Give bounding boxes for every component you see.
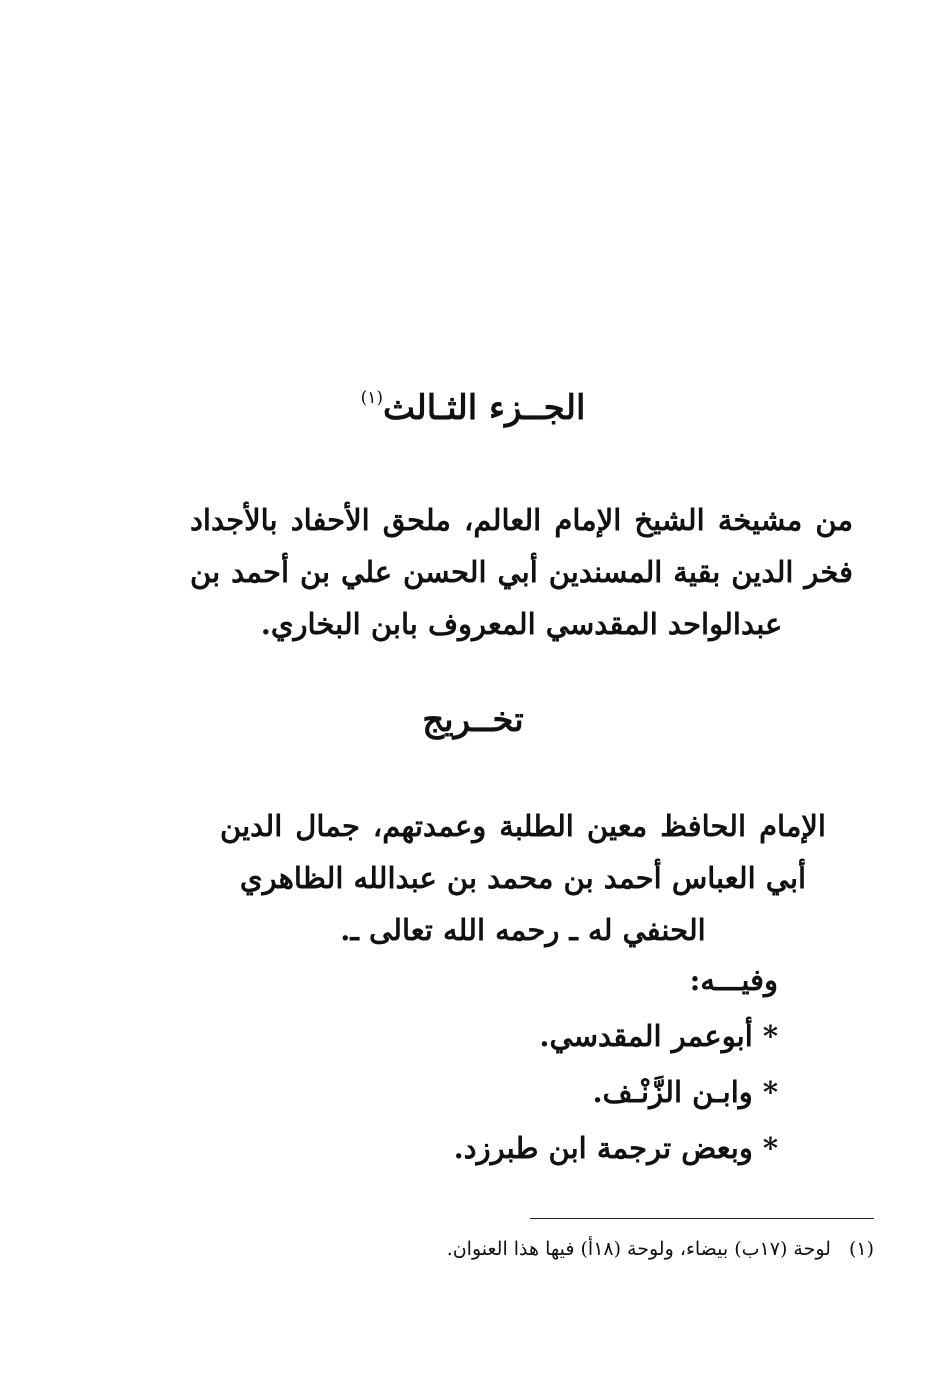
volume-title-text: الجــزء الثـالث bbox=[383, 388, 586, 428]
list-item bbox=[454, 1120, 778, 1176]
footnote-text: لوحة (١٧ب) بيضاء، ولوحة (١٨أ) فيها هذا العنوان. bbox=[446, 1238, 831, 1260]
intro-line: فخر الدين بقية المسندين أبي الحسن علي بن أحمد بن bbox=[190, 555, 853, 589]
compiler-line: أبي العباس أحمد بن محمد بن عبدالله الظاهري bbox=[239, 861, 807, 895]
compiler-line: الإمام الحافظ معين الطلبة وعمدتهم، جمال الدين bbox=[220, 809, 826, 843]
list-item bbox=[454, 1008, 778, 1064]
section-title: تخــريج bbox=[422, 700, 524, 740]
asterisk-bullet: * bbox=[762, 1019, 778, 1053]
asterisk-bullet: * bbox=[762, 1075, 778, 1109]
intro-paragraph bbox=[190, 494, 853, 650]
list-item-text: وبعض ترجمة ابن طبرزد. bbox=[453, 1131, 753, 1165]
list-item-text: أبوعمر المقدسي. bbox=[539, 1019, 753, 1053]
intro-line: عبدالواحد المقدسي المعروف بابن البخاري. bbox=[260, 607, 783, 641]
volume-title bbox=[0, 388, 946, 428]
contents-intro: وفيـــه: bbox=[689, 963, 778, 997]
list-item bbox=[454, 1064, 778, 1120]
footnote-reference: (١) bbox=[360, 387, 384, 408]
asterisk-bullet: * bbox=[762, 1131, 778, 1165]
intro-line: من مشيخة الشيخ الإمام العالم، ملحق الأحفاد بالأجداد bbox=[190, 503, 854, 537]
footnote bbox=[447, 1238, 874, 1260]
compiler-paragraph bbox=[220, 800, 826, 956]
footnote-divider bbox=[530, 1218, 874, 1219]
contents-list bbox=[454, 952, 778, 1176]
footnote-number: (١) bbox=[848, 1238, 874, 1260]
list-item-text: وابـن الزَّنْـف. bbox=[592, 1075, 753, 1109]
compiler-line: الحنفي له ـ رحمه الله تعالى ـ. bbox=[340, 913, 706, 947]
